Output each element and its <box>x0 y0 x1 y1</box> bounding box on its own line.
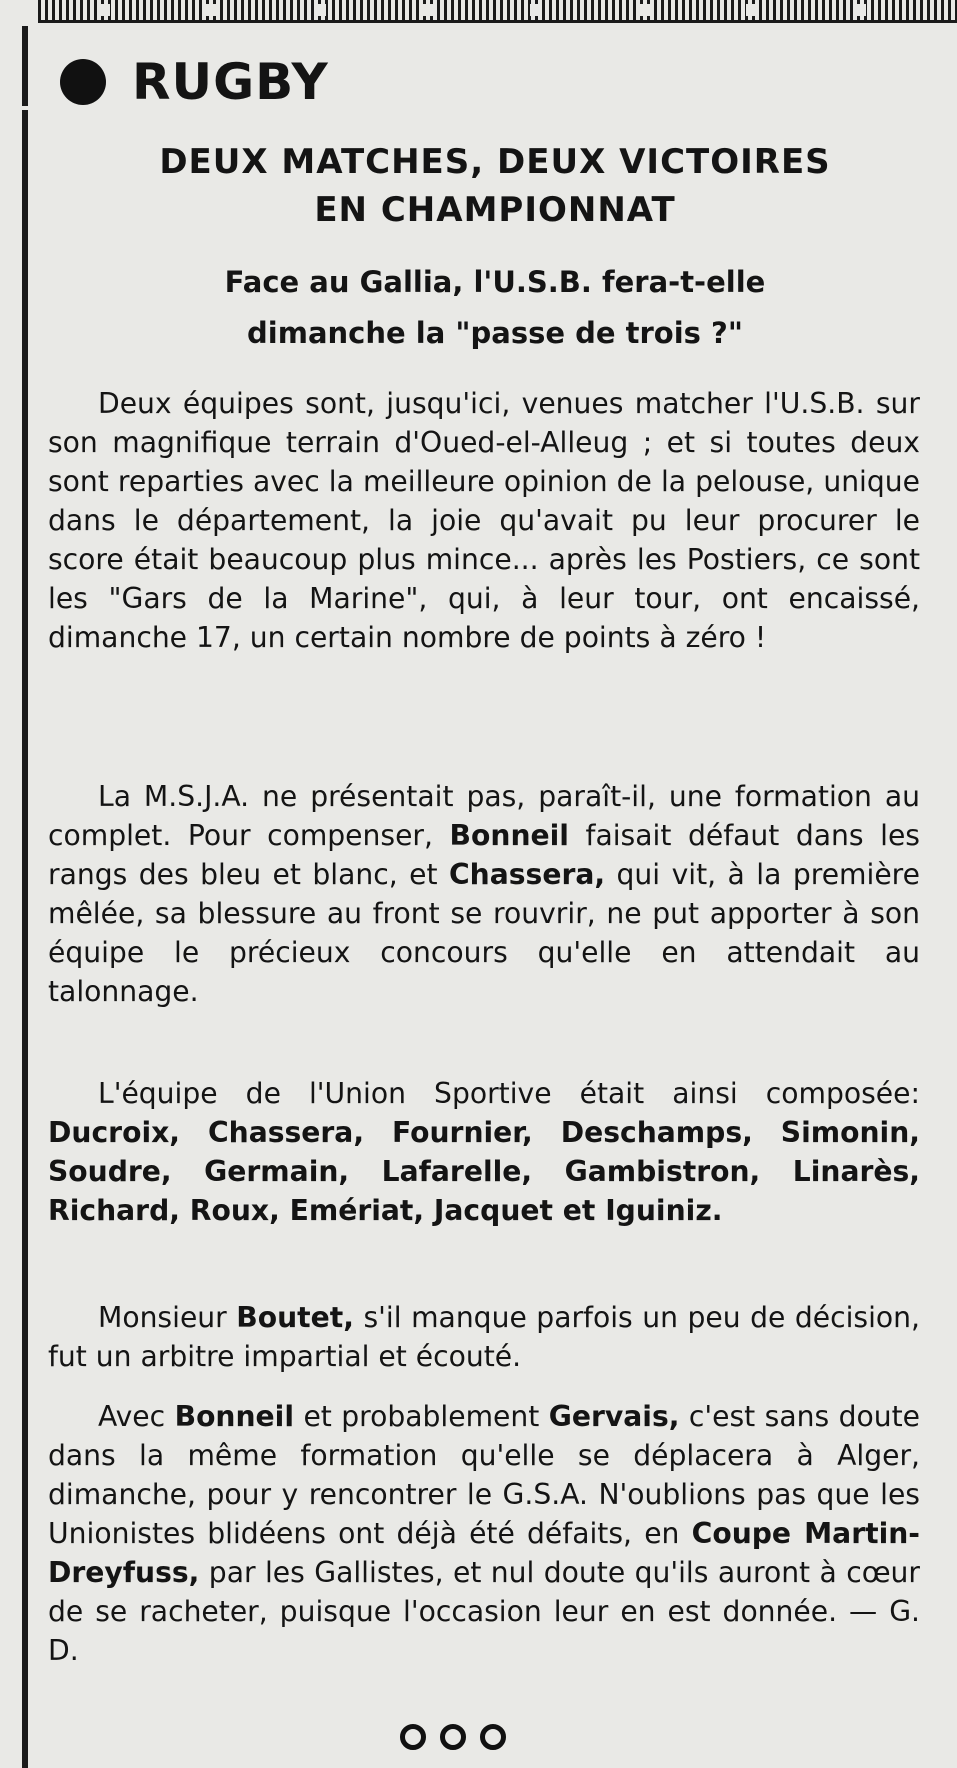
top-border <box>38 0 957 23</box>
section-title: RUGBY <box>132 53 329 111</box>
p4-c: s'il manque parfois un peu de décision, fut un arbitre impartial et écouté. <box>48 1301 921 1373</box>
p2-b: Bonneil <box>449 819 569 852</box>
p5-b: Bonneil <box>174 1400 295 1433</box>
paragraph-3 <box>48 1074 920 1230</box>
ring-icon <box>400 1724 426 1750</box>
paragraph-1-text: Deux équipes sont, jusqu'ici, venues matcher l'U.S.B. sur son magnifique terrain d'Oued-el-Alleug ; et si toutes deux sont reparties avec la meilleure opinion de la pelouse, unique dans le département, la joie qu'avait pu leur procurer le score était beaucoup plus mince... après les Postiers, ce sont les "Gars de la Marine", qui, à leur tour, ont encaissé, dimanche 17, un certain nombre de points à zéro ! <box>48 387 920 654</box>
left-rule <box>22 26 28 106</box>
p2-c: faisait défaut dans les rangs des bleu et blanc, et <box>48 819 920 891</box>
p2-d: Chassera, <box>449 858 606 891</box>
paragraph-4 <box>48 1298 920 1376</box>
subhead-line-2: dimanche la "passe de trois ?" <box>247 316 743 350</box>
p5-f: Coupe Martin-Dreyfuss, <box>48 1517 920 1589</box>
subhead-line-1: Face au Gallia, l'U.S.B. fera-t-elle <box>224 265 766 299</box>
bullet-icon <box>60 59 106 105</box>
paragraph-5 <box>48 1397 920 1670</box>
p5-g: par les Gallistes, et nul doute qu'ils auront à cœur de se racheter, puisque l'occasion leur en est donnée. — G. D. <box>48 1556 920 1667</box>
left-rule-long <box>22 110 28 1768</box>
p3-players: Ducroix, Chassera, Fournier, Deschamps, Simonin, Soudre, Germain, Lafarelle, Gambistron, Linarès, Richard, Roux, Emériat, Jacquet et Iguiniz. <box>48 1116 920 1227</box>
headline-line-2: EN CHAMPIONNAT <box>314 190 676 230</box>
paragraph-2 <box>48 777 920 1011</box>
ring-icon <box>480 1724 506 1750</box>
section-header <box>60 52 329 112</box>
p5-c: et probablement <box>294 1400 549 1433</box>
p4-a: Monsieur <box>98 1301 237 1334</box>
p4-b: Boutet, <box>236 1301 354 1334</box>
p5-e: c'est sans doute dans la même formation qu'elle se déplacera à Alger, dimanche, pour y rencontrer le G.S.A. N'oublions pas que les Unionistes blidéens ont déjà été défaits, en <box>48 1400 920 1550</box>
headline-line-1: DEUX MATCHES, DEUX VICTOIRES <box>159 142 831 182</box>
end-marks <box>400 1724 506 1750</box>
paragraph-1 <box>48 384 920 657</box>
p5-d: Gervais, <box>548 1400 680 1433</box>
p3-a: L'équipe de l'Union Sportive était ainsi composée: <box>98 1077 920 1110</box>
ring-icon <box>440 1724 466 1750</box>
p2-e: qui vit, à la première mêlée, sa blessure au front se rouvrir, ne put apporter à son équipe le précieux concours qu'elle en attendait au talonnage. <box>48 858 920 1008</box>
p5-a: Avec <box>98 1400 175 1433</box>
p2-a: La M.S.J.A. ne présentait pas, paraît-il, une formation au complet. Pour compenser, <box>48 780 920 852</box>
